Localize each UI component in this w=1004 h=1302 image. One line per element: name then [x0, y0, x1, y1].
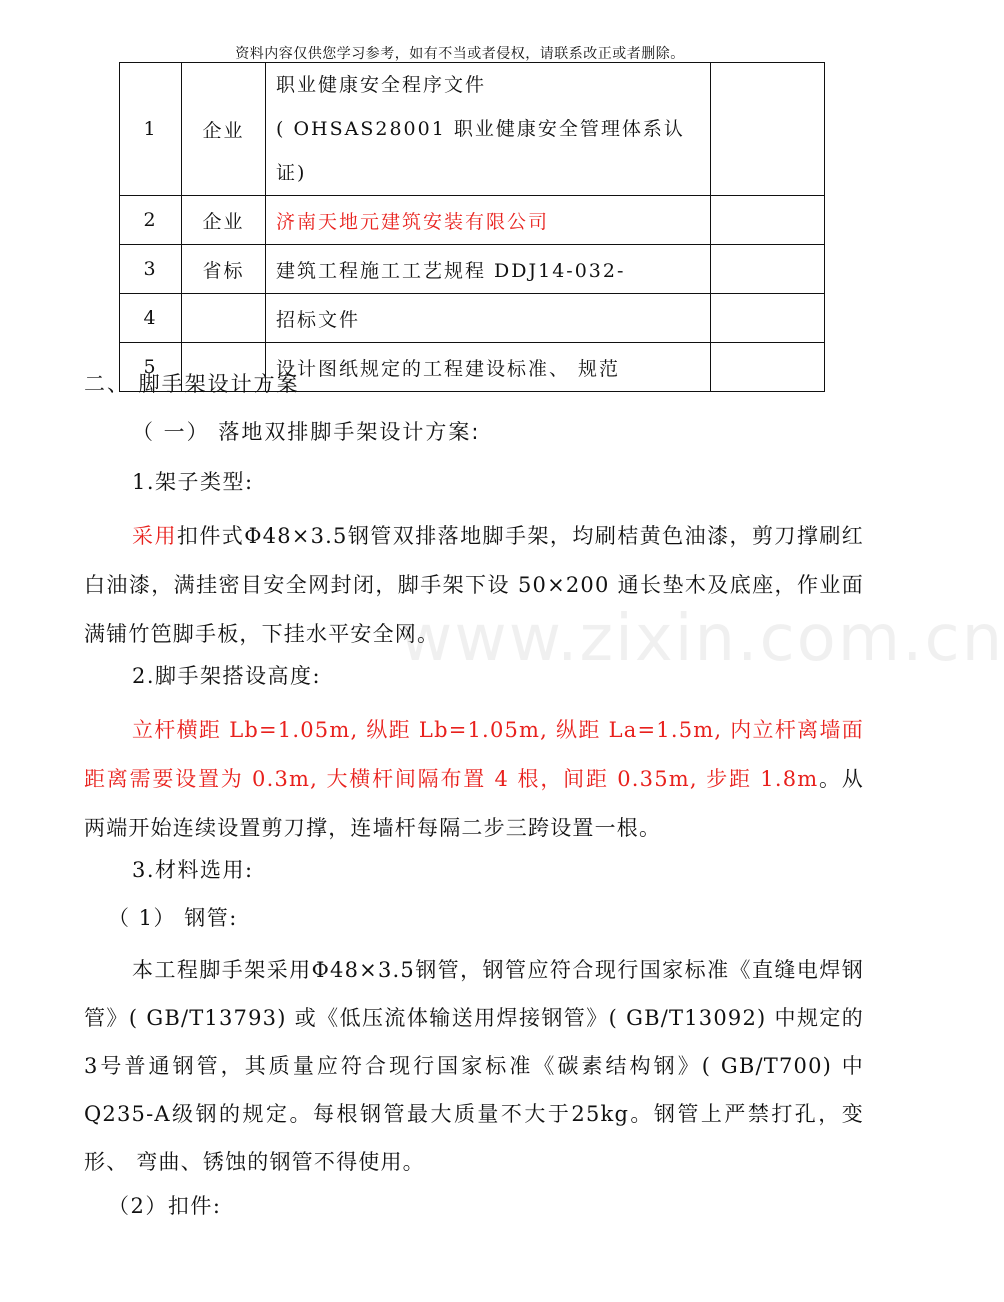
row-note — [711, 245, 825, 294]
highlight-text: 立杆横距 Lb=1.05m, 纵距 Lb=1.05m, 纵距 La=1.5m, 内立杆离墙面距离需要设置为 0.3m, 大横杆间隔布置 4 根，间距 0.35m, 步距 1.8m — [84, 718, 864, 791]
subsection-title: （ 一） 落地双排脚手架设计方案: — [132, 420, 481, 444]
table-row — [120, 245, 825, 294]
row-note — [711, 196, 825, 245]
reference-standards-table — [119, 62, 825, 392]
row-number: 5 — [120, 343, 182, 392]
item-title: 3.材料选用: — [132, 858, 254, 882]
paragraph-scaffold-height — [84, 706, 864, 853]
row-document-name-line: 职业健康安全程序文件 — [276, 74, 487, 96]
item-title: 2.脚手架搭设高度: — [132, 664, 322, 688]
row-level: 企业 — [182, 196, 266, 245]
paragraph-text: 本工程脚手架采用Φ48×3.5钢管，钢管应符合现行国家标准《直缝电焊钢管》( GB/T13793) 或《低压流体输送用焊接钢管》( GB/T13092) 中规定的3号普通钢管，其质量应符合现行国家标准《碳素结构钢》( GB/T700) 中Q235-A级钢的规定。每根钢管最大质量不大于25kg。钢管上严禁打孔，变形、 弯曲、锈蚀的钢管不得使用。 — [84, 958, 864, 1174]
row-document-name: 招标文件 — [266, 294, 711, 343]
paragraph-steel-pipe — [84, 946, 864, 1186]
item-title: 1.架子类型: — [132, 470, 254, 494]
table-row — [120, 63, 825, 196]
row-number: 1 — [120, 63, 182, 196]
row-note — [711, 63, 825, 196]
row-level — [182, 294, 266, 343]
table-row — [120, 196, 825, 245]
subitem-title: （ 1） 钢管: — [108, 906, 238, 930]
section-title: 二、 脚手架设计方案 — [84, 372, 300, 396]
table-row — [120, 294, 825, 343]
watermark: www.zixin.com.cn — [400, 602, 1004, 676]
row-number: 2 — [120, 196, 182, 245]
row-level: 省标 — [182, 245, 266, 294]
row-document-name: 设计图纸规定的工程建设标准、 规范 — [266, 343, 711, 392]
row-document-name-line: ( OHSAS28001 职业健康安全管理体系认证) — [276, 118, 685, 184]
paragraph-text: 。从两端开始连续设置剪刀撑，连墙杆每隔二步三跨设置一根。 — [84, 767, 864, 840]
row-level: 企业 — [182, 63, 266, 196]
row-number: 3 — [120, 245, 182, 294]
row-number: 4 — [120, 294, 182, 343]
paragraph-scaffold-type — [84, 512, 864, 659]
row-document-name: 建筑工程施工工艺规程 DDJ14-032- — [266, 245, 711, 294]
header-disclaimer: 资料内容仅供您学习参考，如有不当或者侵权，请联系改正或者删除。 — [235, 46, 685, 62]
subitem-title: （2）扣件: — [108, 1194, 222, 1218]
highlight-text: 采用 — [132, 524, 177, 548]
row-note — [711, 294, 825, 343]
row-document-name: 济南天地元建筑安装有限公司 — [266, 196, 711, 245]
row-document-name — [266, 63, 711, 196]
paragraph-text: 扣件式Φ48×3.5钢管双排落地脚手架，均刷桔黄色油漆，剪刀撑刷红白油漆，满挂密目安全网封闭，脚手架下设 50×200 通长垫木及底座，作业面满铺竹笆脚手板，下挂水平安全网。 — [84, 524, 864, 646]
